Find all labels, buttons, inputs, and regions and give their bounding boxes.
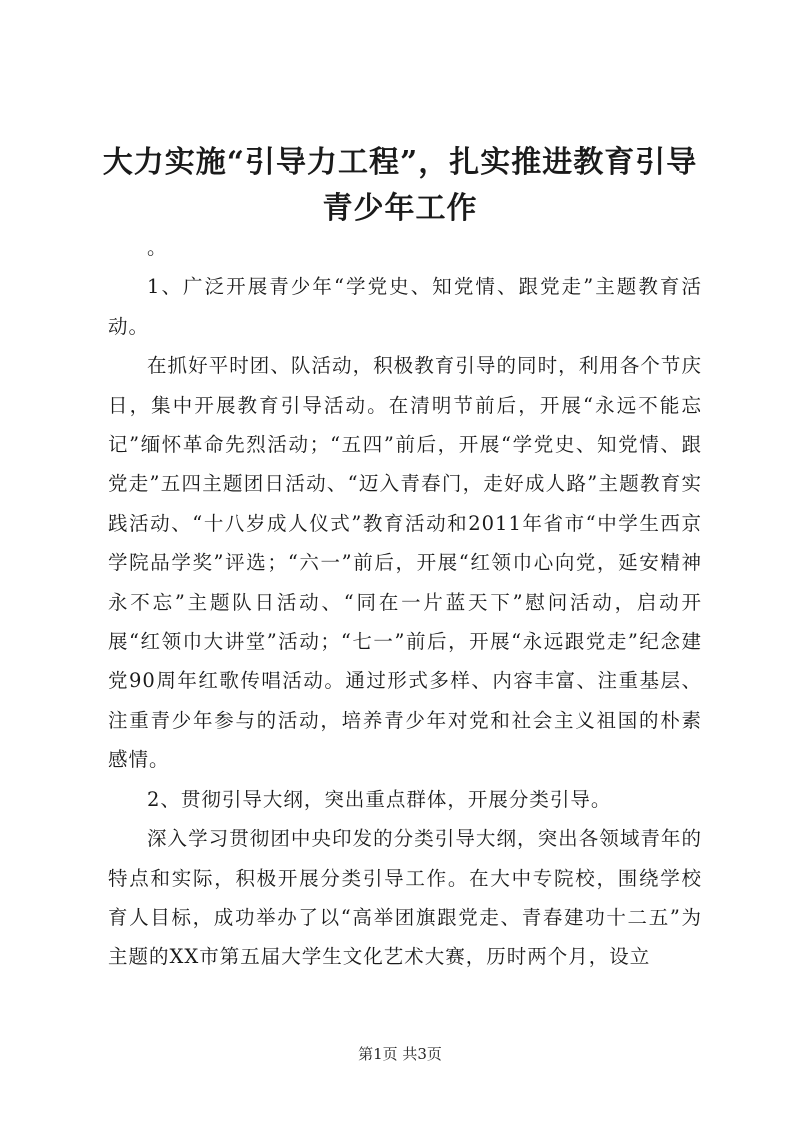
page-footer: 第1页 共3页 bbox=[358, 1045, 442, 1063]
document-title bbox=[90, 140, 710, 232]
document-body bbox=[108, 228, 702, 977]
paragraph-0: 。 bbox=[147, 236, 168, 259]
paragraph-3: 2、贯彻引导大纲，突出重点群体，开展分类引导。 bbox=[147, 787, 612, 811]
title-line-1: 大力实施“引导力工程”，扎实推进教育引导 bbox=[102, 145, 698, 180]
paragraph-4: 深入学习贯彻团中央印发的分类引导大纲，突出各领域青年的特点和实际，积极开展分类引导工作。在大中专院校，围绕学校育人目标，成功举办了以“高举团旗跟党走、青春建功十二五”为主题的XX市第五届大学生文化艺术大赛，历时两个月，设立 bbox=[108, 827, 702, 969]
title-line-2: 青少年工作 bbox=[322, 191, 478, 226]
paragraph-1: 1、广泛开展青少年“学党史、知党情、跟党走”主题教育活动。 bbox=[108, 275, 702, 338]
paragraph-2: 在抓好平时团、队活动，积极教育引导的同时，利用各个节庆日，集中开展教育引导活动。在清明节前后，开展“永远不能忘记”缅怀革命先烈活动；“五四”前后，开展“学党史、知党情、跟党走”五四主题团日活动、“迈入青春门，走好成人路”主题教育实践活动、“十八岁成人仪式”教育活动和2011年省市“中学生西京学院品学奖”评选；“六一”前后，开展“红领巾心向党，延安精神永不忘”主题队日活动、“同在一片蓝天下”慰问活动，启动开展“红领巾大讲堂”活动；“七一”前后，开展“永远跟党走”纪念建党90周年红歌传唱活动。通过形式多样、内容丰富、注重基层、注重青少年参与的活动，培养青少年对党和社会主义祖国的朴素感情。 bbox=[108, 354, 702, 772]
